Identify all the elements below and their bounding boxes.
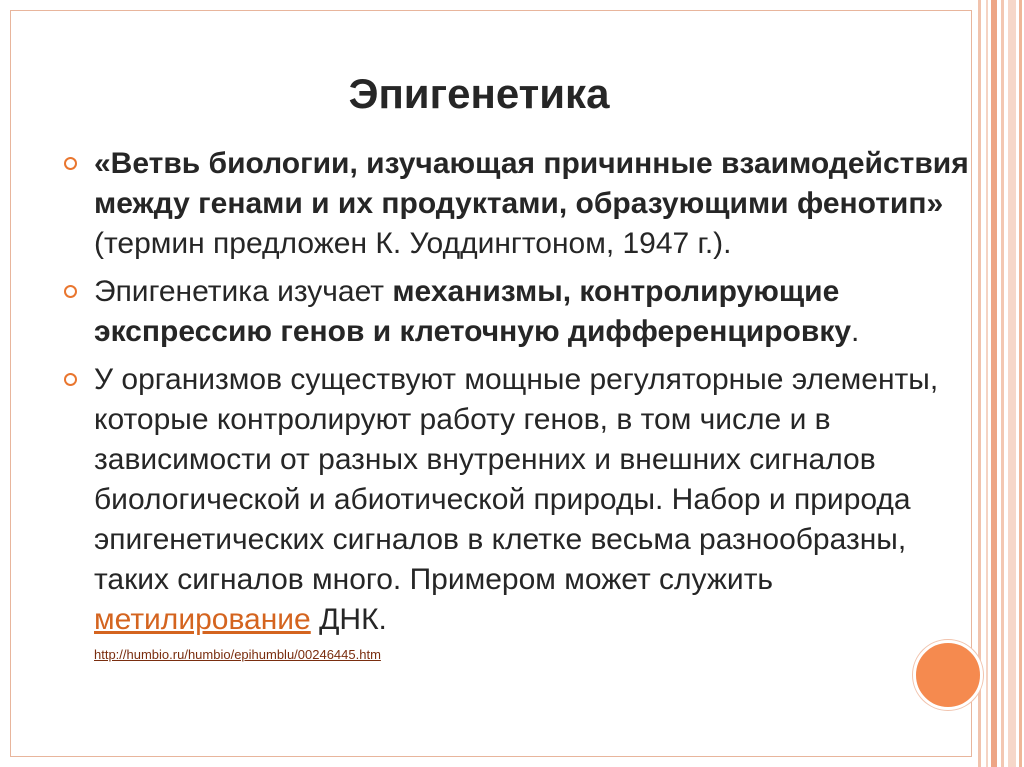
bullet-circle-icon <box>64 157 77 170</box>
stripe <box>986 0 988 767</box>
slide-content <box>60 144 970 664</box>
stripe <box>1019 0 1022 767</box>
source-url-link[interactable]: http://humbio.ru/humbio/epihumblu/00246445.htm <box>94 647 381 662</box>
bullet-bold-text: механизмы, контролирующие экспрессию генов и клеточную дифференцировку <box>94 275 852 348</box>
bullet-circle-icon <box>64 285 77 298</box>
bullet-text: (термин предложен К. Уоддингтоном, 1947 г.). <box>94 227 732 260</box>
stripe <box>978 0 981 767</box>
decorative-stripes <box>978 0 1024 767</box>
stripe <box>1008 0 1016 767</box>
stripe <box>1001 0 1004 767</box>
bullet-text: Эпигенетика изучает <box>94 275 393 308</box>
bullet-bold-text: «Ветвь биологии, изучающая причинные взаимодействия между генами и их продуктами, образующими фенотип» <box>94 147 969 220</box>
bullet-circle-icon <box>64 373 77 386</box>
methylation-link[interactable]: метилирование <box>94 603 311 636</box>
bullet-item <box>60 360 970 640</box>
bullet-item <box>60 144 970 264</box>
bullet-text: ДНК. <box>310 603 387 636</box>
bullet-text: У организмов существуют мощные регуляторные элементы, которые контролируют работу генов, в том числе и в зависимости от разных внутренних и внешних сигналов биологической и абиотической природы. Набор и природа эпигенетических сигналов в клетке весьма разнообразны, таких сигналов много. Примером может служить <box>94 363 939 596</box>
bullet-item <box>60 272 970 352</box>
slide-title: Эпигенетика <box>348 70 610 117</box>
stripe <box>991 0 997 767</box>
bullet-text: . <box>851 315 860 348</box>
